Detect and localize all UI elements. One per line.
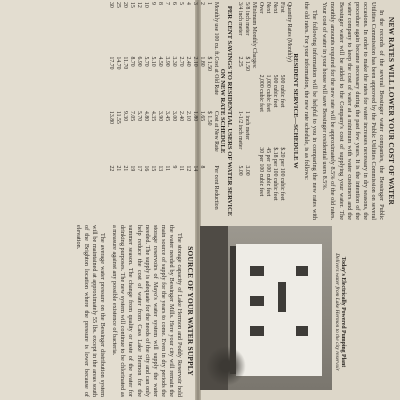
savings-row-cell: 1 xyxy=(206,2,213,5)
savings-table xyxy=(107,2,219,220)
quantity-rate-row-cell: 1,000 cubic feet xyxy=(265,74,272,112)
quantity-label: Quantity Rates (Monthly) xyxy=(286,2,293,62)
savings-row-cell: 14.70 xyxy=(115,56,122,70)
savings-row-cell: 5.70 xyxy=(136,111,143,122)
quantity-rate-row-cell: Next xyxy=(265,2,272,14)
savings-row xyxy=(107,2,114,220)
savings-row xyxy=(156,2,163,220)
savings-row-cell: 9 xyxy=(171,165,178,169)
savings-row-cell: 4.35 xyxy=(150,111,157,122)
savings-row-cell: 21 xyxy=(122,165,129,172)
quantity-rate-row-cell: 30 per 100 cubic feet xyxy=(258,147,265,197)
savings-row-cell: 11 xyxy=(178,165,185,172)
minimum-rate-row-cell: $ 1.50 xyxy=(244,56,251,71)
savings-row xyxy=(142,2,149,220)
savings-row-cell: 6.90 xyxy=(136,56,143,67)
minimum-rate-row-cell: 5.00 xyxy=(237,165,244,176)
savings-row-cell: 1.65 xyxy=(199,111,206,122)
savings-row-cell: 5 xyxy=(178,2,185,5)
savings-row-cell: 15 xyxy=(129,2,136,8)
savings-row-cell: Cost at New Rate xyxy=(213,111,220,152)
savings-row-cell: 19 xyxy=(129,165,136,172)
quantity-rate-row xyxy=(257,2,264,220)
quantity-rate-row-cell: Over xyxy=(258,2,265,14)
savings-row-cell: 17 xyxy=(136,165,143,172)
savings-row-cell: 30 xyxy=(108,2,115,8)
savings-row-cell: 3 xyxy=(192,2,199,5)
savings-row-cell: 25 xyxy=(115,2,122,8)
savings-row-cell: $ 1.50 xyxy=(206,111,213,126)
savings-row xyxy=(177,2,184,220)
savings-row-cell: 3.45 xyxy=(164,111,171,122)
savings-row-cell: 2.70 xyxy=(178,56,185,67)
savings-row-cell: 12 xyxy=(185,165,192,172)
quantity-rate-row-cell: Next xyxy=(272,2,279,14)
savings-row-cell: 14 xyxy=(192,165,199,172)
quantity-rate-row xyxy=(278,2,285,220)
minimum-rate-row-cell: 1-1/2 inch meter xyxy=(237,111,244,150)
savings-row-cell: 22 xyxy=(108,165,115,172)
savings-row-cell: 1.80 xyxy=(199,56,206,67)
savings-row xyxy=(205,2,212,220)
savings-row xyxy=(163,2,170,220)
right-page-heading: NEW RATES WILL LOWER YOUR COST OF WATER xyxy=(387,16,396,206)
minimum-rate-row-cell: 5/8 inch meter xyxy=(244,2,251,36)
savings-row-cell: 12 xyxy=(136,2,143,8)
left-page-heading: SOURCE OF YOUR WATER SUPPLY xyxy=(186,246,195,376)
left-page-text xyxy=(74,225,195,397)
savings-row-cell: 4.80 xyxy=(143,111,150,122)
minimum-rate-row-cell: 3.00 xyxy=(244,165,251,176)
quantity-rate-row-cell: 500 cubic feet xyxy=(279,74,286,108)
savings-row-cell: 10 xyxy=(143,2,150,8)
minimum-rate-row xyxy=(243,2,250,220)
savings-row-cell: 8 xyxy=(157,2,164,5)
photo-caption-subtitle: Delivers water from Lake Hermon to the city reservoir xyxy=(334,253,340,371)
quantity-rate-row-cell: $.18 per 100 cubic feet xyxy=(272,147,279,201)
savings-row-cell: 2.10 xyxy=(192,56,199,67)
savings-row-cell: Monthly use 100 cu. ft. xyxy=(213,2,220,57)
minimum-rate-row-cell: 1 inch meter xyxy=(244,111,251,140)
savings-row-cell: 2 xyxy=(199,2,206,5)
photo-caption xyxy=(333,232,346,392)
savings-row xyxy=(121,2,128,220)
left-paragraph-2: The average water pressure on the Bessinger distribution system will be maintained at approximately 55 lbs. except in the areas south of the Brighton location where the pressure is lower because of elevation. xyxy=(74,225,107,397)
quantity-rate-row-cell: 500 cubic feet xyxy=(272,74,279,108)
minimum-rates xyxy=(236,2,250,220)
savings-row-cell: 6 xyxy=(171,2,178,5)
savings-row xyxy=(135,2,142,220)
savings-row xyxy=(212,2,219,220)
quantity-rate-row xyxy=(271,2,278,220)
right-page-text xyxy=(107,2,396,220)
savings-table-heading: PER CENT SAVINGS TO RESIDENTIAL USERS OF WATER SERVICE ON NEW RATE SCHEDULE xyxy=(219,5,234,217)
savings-row xyxy=(170,2,177,220)
right-paragraph-1: In the records of the several Bessinger water companies, the Bessinger Public Utilities Commission has been approved by the Public Utilities Commission on several occasions. In order to make the rates for water increases necessary in dry seasons, the procedure again became necessary during the past few years. It is the intention of the water company to keep the cost of water at a minimum with water customers and the Bessinger water will be added to the Company's cost of supplying your water. The monthly amounts required for the new rate will be approximately 8.5% of the old rates. Your cost of water in your house will save Bessinger residential users 8.5%. xyxy=(321,2,385,220)
savings-row-cell: 3.00 xyxy=(171,111,178,122)
savings-row-cell: 2.40 xyxy=(178,111,185,122)
savings-row-cell: 5.10 xyxy=(150,56,157,67)
savings-row-cell: 2.40 xyxy=(185,56,192,67)
savings-row-cell: 1.80 xyxy=(192,111,199,122)
savings-row-cell: Per cent Reduction xyxy=(213,165,220,210)
quantity-rate-row-cell: First xyxy=(279,2,286,13)
minimum-rate-row-cell: 3/4 inch meter xyxy=(237,2,244,36)
savings-row-cell: 3.30 xyxy=(171,56,178,67)
savings-row-cell: 7.05 xyxy=(129,111,136,122)
savings-row xyxy=(114,2,121,220)
savings-row-cell: 3.90 xyxy=(164,56,171,67)
savings-row-cell: 4 xyxy=(185,2,192,5)
savings-row xyxy=(128,2,135,220)
savings-row-cell: 11 xyxy=(164,165,171,172)
savings-row-cell: 20 xyxy=(122,2,129,8)
left-paragraph-1: The storage capacity of Lake Hermon and Poddy Reservoir hold the water needed by Bessinger Mills. Here your city will remain the main source of supply for the years to come. Even in dry periods the storage reservoirs of Mayo's water system will supply the water needed. The supply is adequate for the needs of the city and can only help reduce the cost of water from Cass Lake Hermon for the summer season. The change from quality or taste of the water for drinking purposes. The new system will continue to be chlorinated as a measure against any possible existence of bacteria. xyxy=(111,225,183,397)
savings-row-cell: 17.70 xyxy=(108,56,115,70)
quantity-rate-row-cell: 2,000 cubic feet xyxy=(258,74,265,112)
savings-row-cell: $ 1.50 xyxy=(206,56,213,71)
savings-row-cell: 9.30 xyxy=(122,111,129,122)
savings-row-cell: 16 xyxy=(143,165,150,172)
minimum-rate-row xyxy=(236,2,243,220)
quantity-rates xyxy=(257,2,285,220)
savings-row xyxy=(184,2,191,220)
quantity-rate-row xyxy=(264,2,271,220)
schedule-heading: RESIDENT SERVICE—SCHEDULE W xyxy=(292,53,300,169)
savings-row-cell: 11.70 xyxy=(122,56,129,70)
savings-row-cell: 5.70 xyxy=(143,56,150,67)
savings-row xyxy=(149,2,156,220)
savings-row xyxy=(198,2,205,220)
savings-row xyxy=(191,2,198,220)
savings-row-cell: 13.80 xyxy=(108,111,115,125)
savings-row-cell: 11.55 xyxy=(115,111,122,124)
savings-row-cell: 4.50 xyxy=(157,56,164,67)
savings-row-cell: 13 xyxy=(157,165,164,172)
right-paragraph-2: The following information will be helpful to you in comparing the new rates with the old rates. For your information, the new rate schedule, is as follows: xyxy=(303,2,319,220)
savings-row-cell: 7 xyxy=(164,2,171,5)
quantity-rate-row-cell: $.20 per 100 cubic feet xyxy=(279,147,286,201)
savings-row-cell: 8.70 xyxy=(129,56,136,67)
savings-row-cell xyxy=(205,166,212,221)
savings-row-cell: Cost at Old Rate xyxy=(213,56,220,95)
photo-caption-title: Today's Electrically Powered Pumping Plant xyxy=(340,256,346,368)
minimum-label: Minimum Monthly Charges: xyxy=(251,2,258,69)
savings-row-cell: 8 xyxy=(199,165,206,169)
savings-row-cell: 21 xyxy=(115,165,122,172)
savings-row-cell: 3.90 xyxy=(157,111,164,122)
savings-row-cell: 9 xyxy=(150,2,157,5)
quantity-rate-row-cell: 45 per 100 cubic feet xyxy=(265,147,272,197)
savings-row-cell: 15 xyxy=(150,165,157,172)
savings-row-cell: 2.10 xyxy=(185,111,192,122)
minimum-rate-row-cell: 2.25 xyxy=(237,56,244,67)
pumping-plant-photo xyxy=(200,226,332,390)
